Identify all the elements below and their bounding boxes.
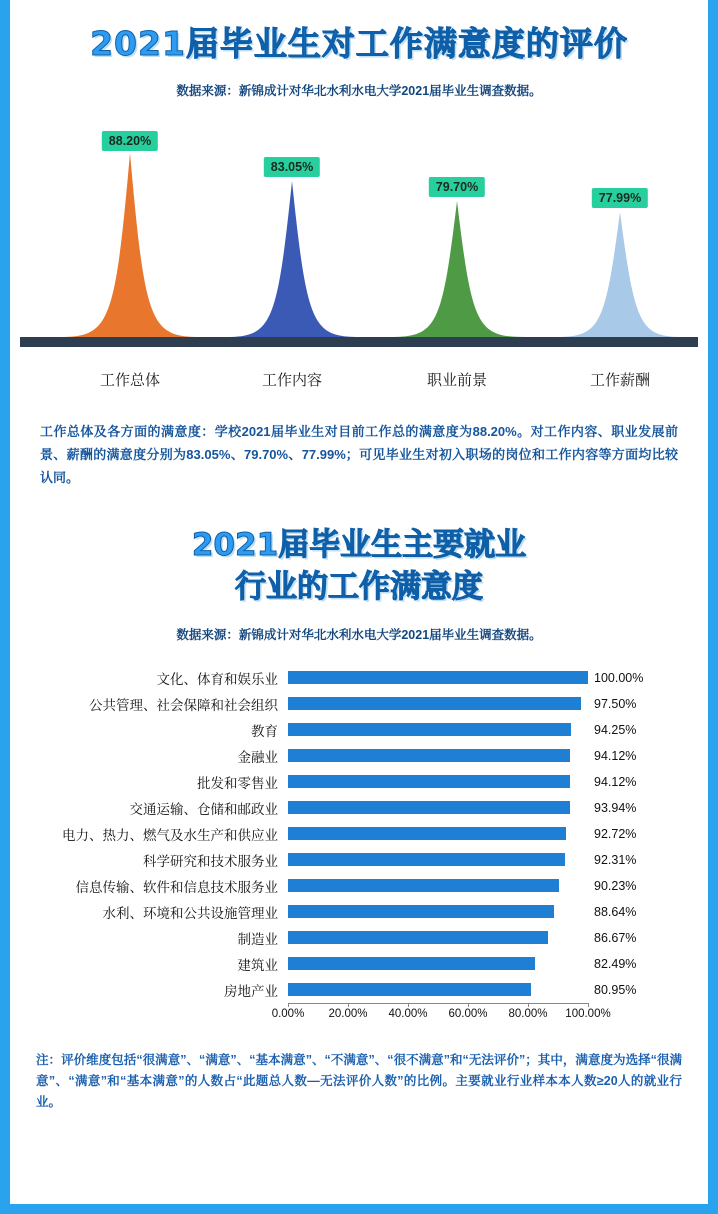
x-tick-label: 0.00%	[271, 1007, 305, 1020]
bar-value-label: 93.94%	[594, 800, 637, 815]
peaks-category-1: 工作内容	[261, 372, 323, 389]
bar-category-label: 教育	[251, 723, 278, 739]
peak-shape-1	[225, 181, 360, 337]
x-tick-mark	[468, 1003, 469, 1007]
x-tick-label: 20.00%	[328, 1007, 368, 1020]
bar-category-label: 房地产业	[224, 983, 278, 999]
bar-fill	[288, 723, 571, 736]
bar-track	[288, 769, 588, 795]
peaks-category-axis	[20, 369, 698, 395]
bar-row	[20, 665, 698, 691]
x-tick-label: 60.00%	[448, 1007, 488, 1020]
bar-value-label: 90.23%	[594, 878, 637, 893]
bar-category-label: 电力、热力、燃气及水生产和供应业	[62, 827, 278, 843]
section2-source: 数据来源：新锦成计对华北水利水电大学2021届毕业生调查数据。	[176, 627, 542, 642]
peaks-category-0: 工作总体	[99, 372, 161, 389]
bar-row	[20, 795, 698, 821]
industry-satisfaction-chart	[20, 665, 698, 1028]
footer-accent-strip	[10, 1204, 708, 1214]
section2-title	[10, 525, 708, 609]
bar-row	[20, 717, 698, 743]
bar-row	[20, 847, 698, 873]
page-inner	[10, 0, 708, 1214]
bar-row	[20, 769, 698, 795]
bar-category-label: 制造业	[237, 931, 278, 947]
x-tick-label: 40.00%	[388, 1007, 428, 1020]
section1-paragraph: 工作总体及各方面的满意度：学校2021届毕业生对目前工作总的满意度为88.20%。对工作内容、职业发展前景、薪酬的满意度分别为83.05%、79.70%、77.99%；可见毕业生对初入职场的岗位和工作内容等方面均比较认同。	[40, 424, 678, 485]
bar-track	[288, 873, 588, 899]
bar-track	[288, 743, 588, 769]
x-tick-mark	[288, 1003, 289, 1007]
bar-track	[288, 977, 588, 1003]
bar-value-label: 80.95%	[594, 982, 637, 997]
peak-value-label-3: 77.99%	[592, 188, 648, 208]
bar-fill	[288, 931, 548, 944]
bar-value-label: 94.12%	[594, 748, 637, 763]
bar-value-label: 88.64%	[594, 904, 637, 919]
bar-track	[288, 899, 588, 925]
x-tick-mark	[408, 1003, 409, 1007]
bar-value-label: 86.67%	[594, 930, 637, 945]
bar-row	[20, 743, 698, 769]
bar-fill	[288, 697, 581, 710]
x-tick-mark	[348, 1003, 349, 1007]
bar-row	[20, 899, 698, 925]
bar-fill	[288, 853, 565, 866]
bar-row	[20, 951, 698, 977]
bar-fill	[288, 957, 535, 970]
peaks-category-3: 工作薪酬	[589, 372, 651, 389]
peak-value-label-0: 88.20%	[102, 131, 158, 151]
bar-track	[288, 691, 588, 717]
bar-category-label: 建筑业	[237, 957, 278, 973]
bar-track	[288, 821, 588, 847]
bar-category-label: 交通运输、仓储和邮政业	[129, 801, 278, 817]
bar-track	[288, 717, 588, 743]
x-tick-mark	[588, 1003, 589, 1007]
x-tick-label: 80.00%	[508, 1007, 548, 1020]
bar-category-label: 文化、体育和娱乐业	[156, 671, 278, 687]
bar-fill	[288, 905, 554, 918]
section2-title-line1: 2021届毕业生主要就业	[191, 527, 527, 564]
bar-track	[288, 847, 588, 873]
bar-value-label: 97.50%	[594, 696, 637, 711]
bar-x-axis	[271, 1003, 611, 1028]
bar-category-label: 批发和零售业	[197, 775, 278, 791]
bar-value-label: 94.25%	[594, 722, 637, 737]
bar-fill	[288, 775, 570, 788]
bar-category-label: 水利、环境和公共设施管理业	[102, 905, 278, 921]
x-tick-mark	[528, 1003, 529, 1007]
bar-value-label: 82.49%	[594, 956, 637, 971]
peak-value-label-2: 79.70%	[429, 177, 485, 197]
bar-row	[20, 873, 698, 899]
bar-category-label: 信息传输、软件和信息技术服务业	[75, 879, 278, 895]
bar-category-label: 金融业	[237, 749, 278, 765]
bar-category-label: 科学研究和技术服务业	[143, 853, 278, 869]
peaks-chart	[20, 113, 698, 363]
bar-track	[288, 925, 588, 951]
bar-row	[20, 977, 698, 1003]
bar-row	[20, 821, 698, 847]
bar-value-label: 92.72%	[594, 826, 637, 841]
bar-fill	[288, 749, 570, 762]
bar-category-label: 公共管理、社会保障和社会组织	[89, 697, 278, 713]
peak-shape-3	[555, 212, 685, 337]
bar-track	[288, 951, 588, 977]
bar-fill	[288, 827, 566, 840]
bar-fill	[288, 671, 588, 684]
section1-source: 数据来源：新锦成计对华北水利水电大学2021届毕业生调查数据。	[176, 84, 542, 98]
bar-track	[288, 665, 588, 691]
section1-title: 2021届毕业生对工作满意度的评价	[90, 24, 628, 63]
bar-fill	[288, 879, 559, 892]
peaks-category-2: 职业前景	[426, 372, 488, 389]
bar-fill	[288, 801, 570, 814]
bar-row	[20, 925, 698, 951]
peak-value-label-1: 83.05%	[264, 157, 320, 177]
bar-row	[20, 691, 698, 717]
bar-value-label: 92.31%	[594, 852, 637, 867]
peak-shape-2	[390, 201, 525, 337]
x-tick-label: 100.00%	[565, 1007, 611, 1020]
bar-value-label: 100.00%	[594, 670, 644, 685]
bar-track	[288, 795, 588, 821]
bar-value-label: 94.12%	[594, 774, 637, 789]
footnote: 注：评价维度包括“很满意”、“满意”、“基本满意”、“不满意”、“很不满意”和“无法评价”；其中，满意度为选择“很满意”、“满意”和“基本满意”的人数占“此题总人数—无法评价人数”的比例。主要就业行业样本本人数≥20人的就业行业。	[36, 1052, 682, 1110]
bar-fill	[288, 983, 531, 996]
peak-shape-0	[60, 153, 200, 337]
section2-title-line2: 行业的工作满意度	[235, 569, 483, 606]
